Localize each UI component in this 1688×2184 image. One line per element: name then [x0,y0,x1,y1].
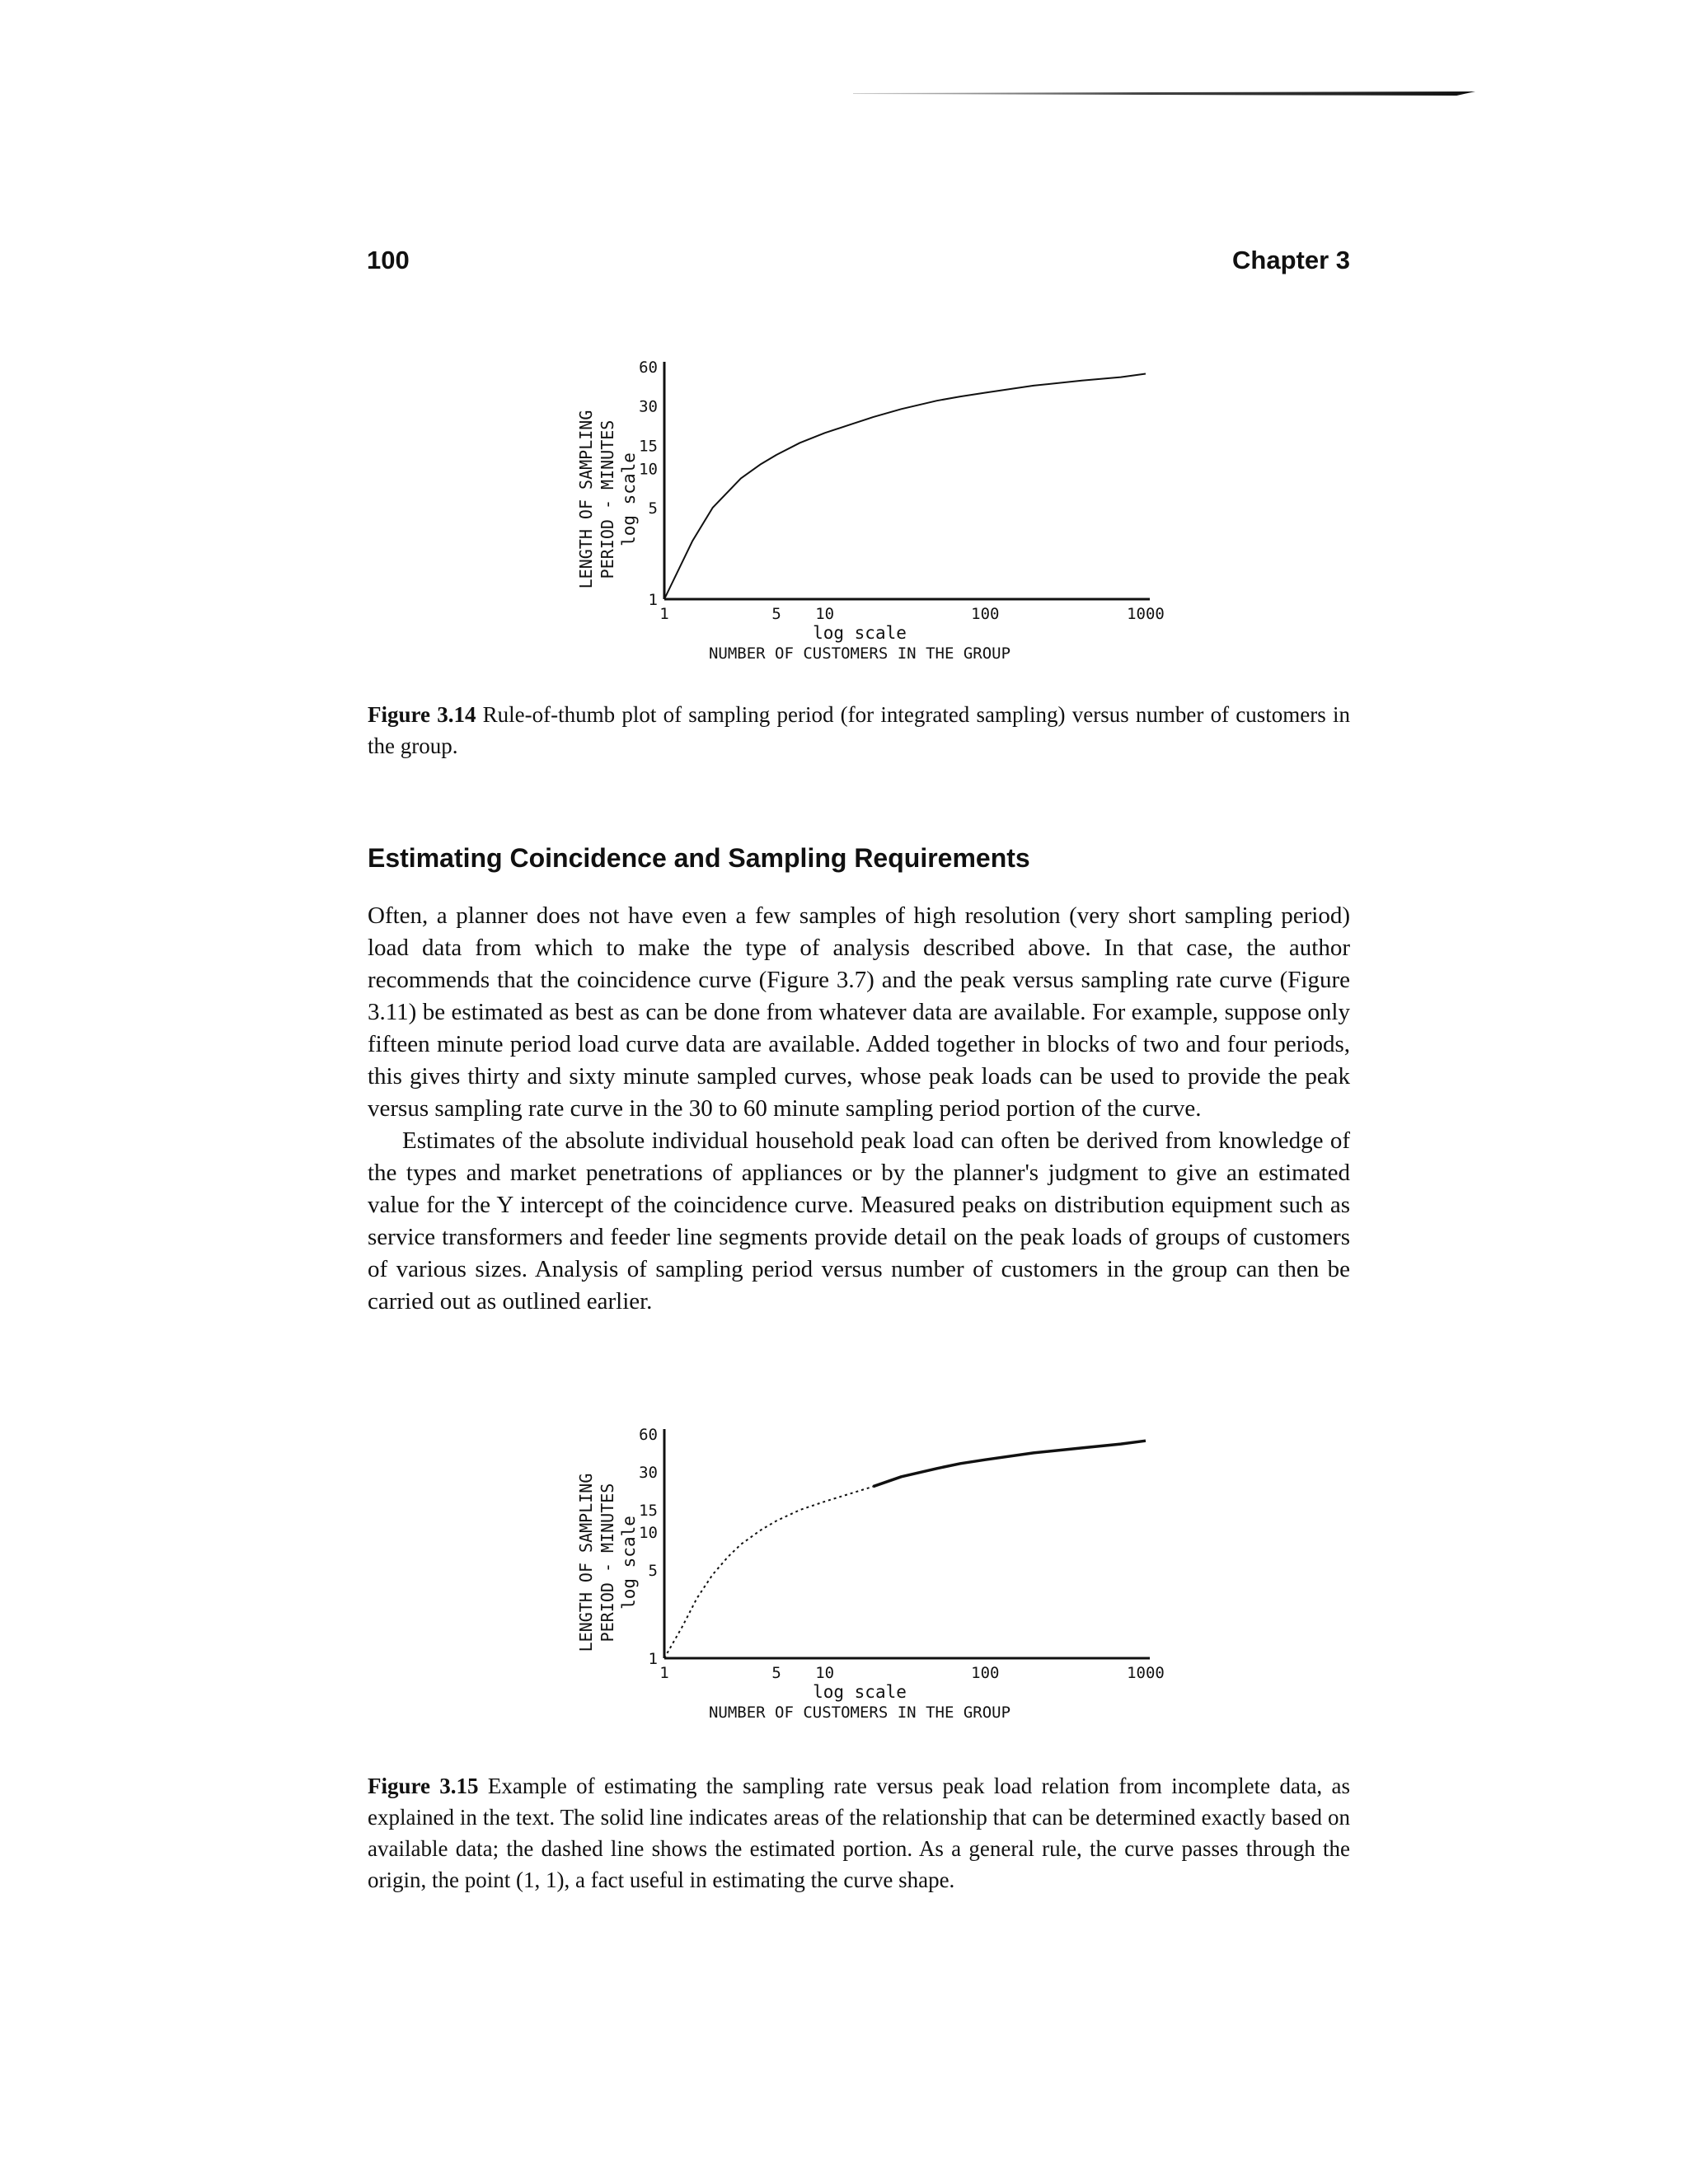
x-tick-label: 100 [971,1664,1000,1682]
x-axis-scale-label: log scale [813,1682,907,1702]
y-tick-label: 5 [648,1562,658,1581]
figure-3-14 [0,342,1688,688]
y-tick-label: 10 [639,460,658,479]
paragraph: Estimates of the absolute individual household peak load can often be derived from knowledge of the types and market penetrations of appliances or by the planner's judgment to give an estimated value for the Y intercept of the coincidence curve. Measured peaks on distribution equipment such as service transformers and feeder line segments provide detail on the peak loads of groups of customers of various sizes. Analysis of sampling period versus number of customers in the group can then be carried out as outlined earlier. [368,1127,1350,1315]
section-heading: Estimating Coincidence and Sampling Requirements [368,843,1030,873]
y-axis-scale-label: log scale [619,1516,639,1610]
x-tick-label: 1000 [1127,605,1165,623]
x-tick-label: 5 [771,605,781,623]
y-tick-label: 30 [639,1464,658,1483]
chapter-label: Chapter 3 [1232,246,1350,274]
series-line-estimated [664,1487,873,1658]
y-tick-label: 5 [648,499,658,518]
x-axis-scale-label: log scale [813,623,907,643]
y-tick-label: 15 [639,437,658,456]
y-tick-label: 1 [648,1650,658,1668]
x-tick-label: 10 [815,1664,835,1682]
header-rule [853,91,1475,96]
y-tick-label: 60 [639,359,658,377]
figure-3-14-caption-label: Figure 3.14 [368,702,476,727]
series-line-known [873,1441,1146,1487]
paragraph: Often, a planner does not have even a few samples of high resolution (very short sampling period) load data from which to make the type of analysis described above. In that case, the author recommends that the coincidence curve (Figure 3.7) and the peak versus sampling rate curve (Figure 3.11) be estimated as best as can be done from whatever data are available. For example, suppose only fifteen minute period load curve data are available. Added together in blocks of two and four periods, this gives thirty and sixty minute sampled curves, whose peak loads can be used to provide the peak versus sampling rate curve in the 30 to 60 minute sampling period portion of the curve. [368,902,1350,1122]
figure-3-15 [0,1409,1688,1739]
body-text [368,900,1350,1318]
y-tick-label: 1 [648,591,658,609]
y-axis-scale-label: log scale [619,452,639,546]
x-axis-label: NUMBER OF CUSTOMERS IN THE GROUP [708,1704,1011,1722]
x-tick-label: 10 [815,605,835,623]
page-number: 100 [367,246,410,274]
x-tick-label: 5 [771,1664,781,1682]
x-tick-label: 1 [659,1664,669,1682]
y-tick-label: 10 [639,1524,658,1543]
figure-3-15-caption-label: Figure 3.15 [368,1774,479,1798]
figure-3-15-chart [0,1409,1688,1739]
x-tick-label: 100 [971,605,1000,623]
series-line-sampling-period [664,374,1146,600]
x-tick-label: 1 [659,605,669,623]
figure-3-15-caption [368,1770,1350,1896]
x-tick-label: 1000 [1127,1664,1165,1682]
y-tick-label: 60 [639,1426,658,1444]
y-axis-label: LENGTH OF SAMPLING [576,410,596,589]
y-axis-label: PERIOD - MINUTES [598,1483,617,1643]
x-axis-label: NUMBER OF CUSTOMERS IN THE GROUP [708,644,1011,663]
y-tick-label: 15 [639,1502,658,1521]
y-axis-label: LENGTH OF SAMPLING [576,1473,596,1652]
y-axis-label: PERIOD - MINUTES [598,419,617,579]
figure-3-14-caption-text: Rule-of-thumb plot of sampling period (for integrated sampling) versus number of customers in the group. [368,702,1350,758]
figure-3-14-caption [368,699,1350,762]
figure-3-14-chart [0,342,1688,688]
figure-3-15-caption-text: Example of estimating the sampling rate versus peak load relation from incomplete data, as explained in the text. The solid line indicates areas of the relationship that can be determined exactly based on available data; the dashed line shows the estimated portion. As a general rule, the curve passes through the origin, the point (1, 1), a fact useful in estimating the curve shape. [368,1774,1350,1892]
y-tick-label: 30 [639,397,658,416]
